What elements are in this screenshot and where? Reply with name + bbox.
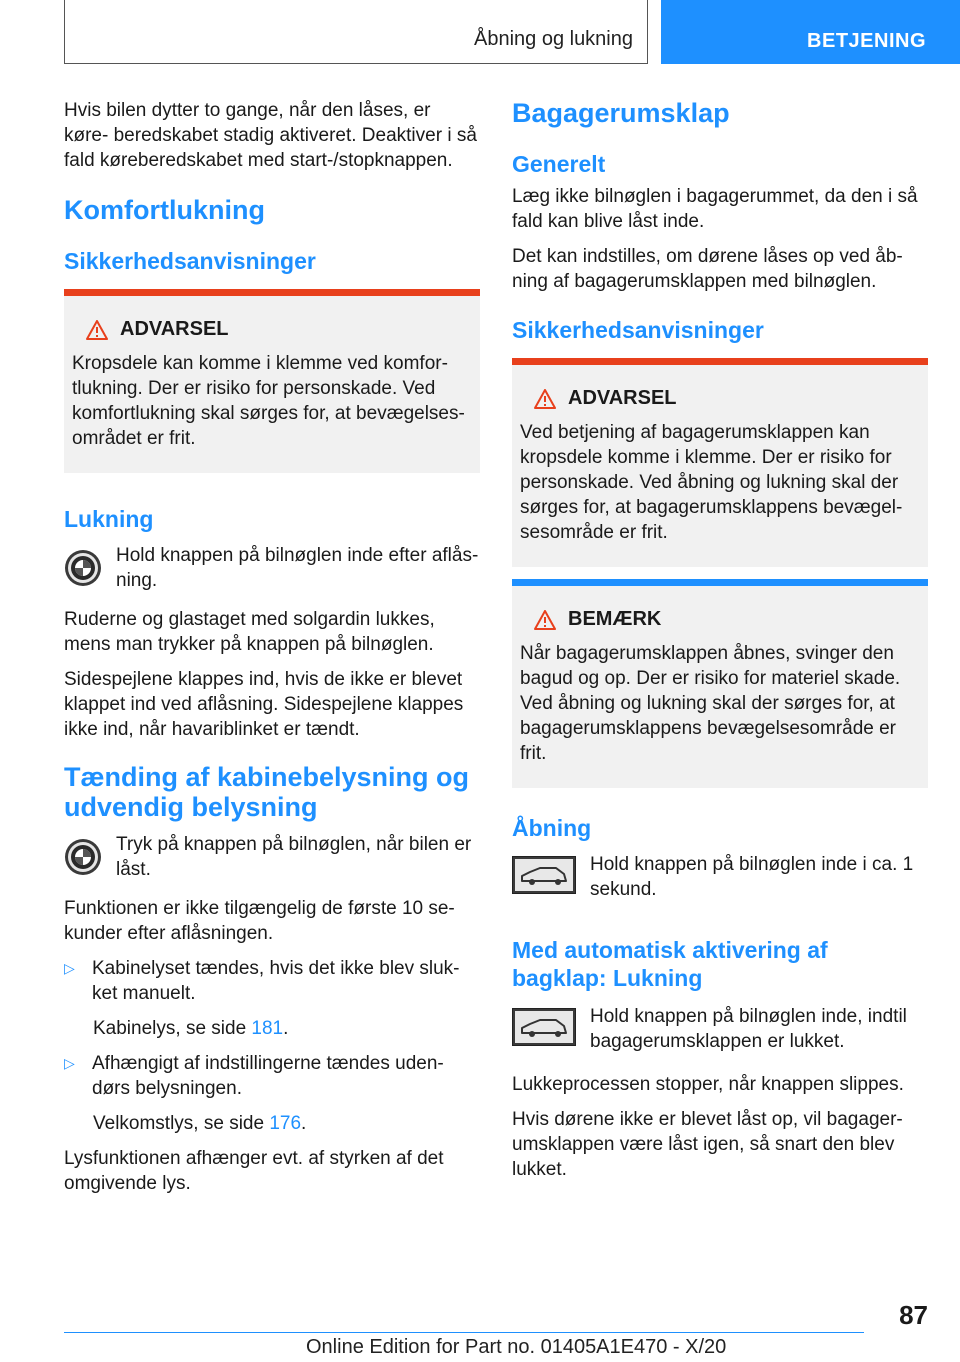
komfortlukning-heading: Komfortlukning: [64, 195, 265, 225]
auto-close-instruction-text: Hold knappen på bilnøglen inde, indtil bagagerumsklappen er lukket.: [590, 1006, 907, 1052]
warning-box: [64, 289, 480, 473]
warning-title: [534, 387, 920, 410]
notice-box: [512, 579, 928, 788]
auto-close-paragraph-1: Lukkeprocessen stopper, når knappen slippes.: [512, 1074, 904, 1095]
bullet-2-reference: Velkomstlys, se side 176.: [93, 1113, 307, 1134]
generelt-paragraph-2: Det kan indstilles, om dørene låses op ved åb- ning af bagagerumsklappen med bilnøglen.: [512, 246, 903, 292]
taending-heading: Tænding af kabinebelysning og udvendig belysning: [64, 762, 470, 822]
auto-close-paragraph-2: Hvis dørene ikke er blevet låst op, vil bagager- umsklappen være låst igen, så snart den blev lukket.: [512, 1109, 903, 1180]
header-chapter-tab: [661, 0, 960, 64]
auto-close-instruction: [512, 1004, 928, 1054]
warning-label: ADVARSEL: [568, 387, 677, 409]
footer-edition: Online Edition for Part no. 01405A1E470 - X/20: [306, 1336, 727, 1358]
warning-title: [86, 318, 472, 341]
abning-heading: Åbning: [512, 815, 592, 841]
lukning-instruction-text: Hold knappen på bilnøglen inde efter aflås- ning.: [116, 545, 479, 591]
warning-box: [512, 358, 928, 567]
header-section-title: Åbning og lukning: [473, 28, 633, 50]
generelt-paragraph-1: Læg ikke bilnøglen i bagagerummet, da den i så fald kan blive låst inde.: [512, 186, 918, 232]
lukning-paragraph-1: Ruderne og glastaget med solgardin lukkes, mens man trykker på knappen på bilnøglen.: [64, 609, 435, 655]
warning-icon: [86, 320, 108, 340]
auto-close-heading: Med automatisk aktivering af bagklap: Lukning: [512, 937, 828, 991]
abning-instruction: [512, 852, 928, 902]
notice-text: Når bagagerumsklappen åbnes, svinger den bagud og op. Der er risiko for materiel skade. Ved åbning og lukning skal der sørges for, at bagagerumsklappens bevægelsesområde er frit.: [520, 643, 901, 764]
bullet-item-1: [64, 956, 480, 1016]
bmw-key-icon: [64, 838, 102, 876]
lukning-instruction: [64, 543, 480, 593]
bullet-triangle-icon: ▷: [64, 1055, 75, 1071]
bullet-1-text: Kabinelyset tændes, hvis det ikke blev sluk- ket manuelt.: [92, 958, 460, 1004]
car-trunk-icon: [512, 1008, 576, 1046]
bullet-2-text: Afhængigt af indstillingerne tændes uden- dørs belysningen.: [92, 1053, 444, 1099]
abning-instruction-text: Hold knappen på bilnøglen inde i ca. 1 sekund.: [590, 854, 914, 900]
safety-heading: Sikkerhedsanvisninger: [64, 248, 316, 274]
lukning-heading: Lukning: [64, 506, 154, 532]
warning-icon: [534, 389, 556, 409]
notice-title: [534, 608, 920, 631]
bmw-key-icon: [64, 549, 102, 587]
warning-text: Kropsdele kan komme i klemme ved komfor- tlukning. Der er risiko for personskade. Ved komfortlukning skal sørges for, at bevægelses- området er frit.: [72, 353, 465, 449]
warning-icon: [534, 610, 556, 630]
taending-instruction-text: Tryk på knappen på bilnøglen, når bilen er låst.: [116, 834, 472, 880]
bullet-1-reference: Kabinelys, se side 181.: [93, 1018, 289, 1039]
taending-instruction: [64, 832, 480, 882]
bullet-item-2: [64, 1051, 480, 1111]
header-chapter-title: BETJENING: [807, 30, 926, 52]
page-link-176[interactable]: 176: [269, 1113, 302, 1134]
intro-paragraph: Hvis bilen dytter to gange, når den låses, er køre- beredskabet stadig aktiveret. Deaktiver i så fald køreberedskabet med start-/stopknappen.: [64, 100, 477, 171]
safety-heading: Sikkerhedsanvisninger: [512, 317, 764, 343]
generelt-heading: Generelt: [512, 151, 606, 177]
left-column: [64, 98, 480, 1206]
page-link-181[interactable]: 181: [251, 1018, 284, 1039]
car-trunk-icon: [512, 856, 576, 894]
header-section-box: [64, 0, 648, 64]
bagagerumsklap-heading: Bagagerumsklap: [512, 98, 730, 128]
footer-divider: [64, 1332, 864, 1333]
right-column: [512, 98, 928, 1192]
page-number: 87: [899, 1300, 928, 1330]
light-function-paragraph: Lysfunktionen afhænger evt. af styrken af det omgivende lys.: [64, 1148, 444, 1194]
lukning-paragraph-2: Sidespejlene klappes ind, hvis de ikke er blevet klappet ind ved aflåsning. Sidespejlene klappes ikke ind, når havariblinket er tændt.: [64, 669, 464, 740]
bullet-triangle-icon: ▷: [64, 960, 75, 976]
notice-label: BEMÆRK: [568, 608, 662, 630]
warning-label: ADVARSEL: [120, 318, 229, 340]
warning-text: Ved betjening af bagagerumsklappen kan kropsdele komme i klemme. Der er risiko for personskade. Ved åbning og lukning skal der sørges for, at bagagerumsklappens bevægel- sesområde er frit.: [520, 422, 903, 543]
taending-paragraph: Funktionen er ikke tilgængelig de første 10 se- kunder efter aflåsningen.: [64, 898, 455, 944]
